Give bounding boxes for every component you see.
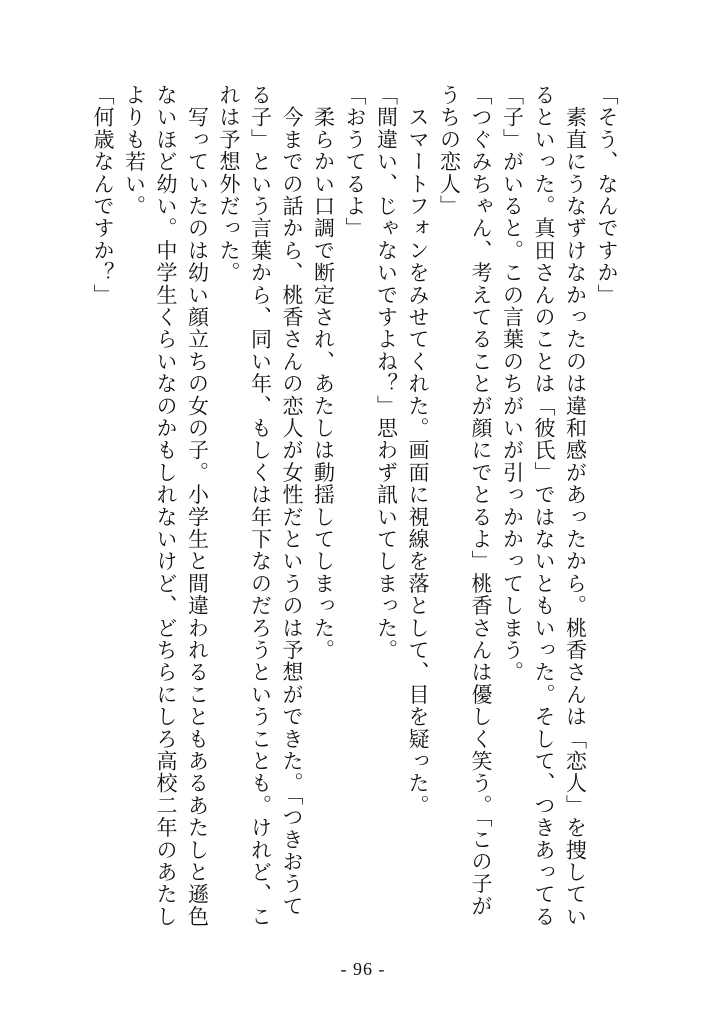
paragraph: 写っていたのは幼い顔立ちの女の子。小学生と間違われることもあるあたしと遜色ないほど幼い。中学生くらいなのかもしれないけど、どちらにしろ高校二年のあたしよりも若い。 [122, 84, 210, 928]
paragraph: スマートフォンをみせてくれた。画面に視線を落として、目を疑った。 [406, 84, 430, 817]
paragraph: 今までの話から、桃香さんの恋人が女性だというのは予想ができた。「つきおうてる子」という言葉から、同い年、もしくは年下なのだろうということも。けれど、これは予想外だった。 [217, 84, 304, 928]
paragraph: 「何歳なんですか？」 [91, 84, 115, 306]
paragraph: 「そう、なんですか」 [595, 84, 619, 306]
paragraph: 素直にうなずけなかったのは違和感があったから。桃香さんは「恋人」を捜しているといった。真田さんのことは「彼氏」ではないともいった。そして、つきあってる「子」がいると。この言葉のちがいが引っかかってしまう。 [500, 84, 588, 928]
paragraph: 柔らかい口調で断定され、あたしは動揺してしまった。 [311, 84, 336, 662]
paragraph: 「つぐみちゃん、考えてることが顔にでとるよ」桃香さんは優しく笑う。「この子がうちの恋人」 [437, 84, 493, 918]
paragraph: 「間違い、じゃないですよね？」思わず訊いてしまった。 [374, 84, 399, 662]
vertical-text-body [91, 84, 622, 934]
paragraph: 「おうてるよ」 [343, 84, 367, 240]
page-number: - 96 - [340, 959, 386, 979]
